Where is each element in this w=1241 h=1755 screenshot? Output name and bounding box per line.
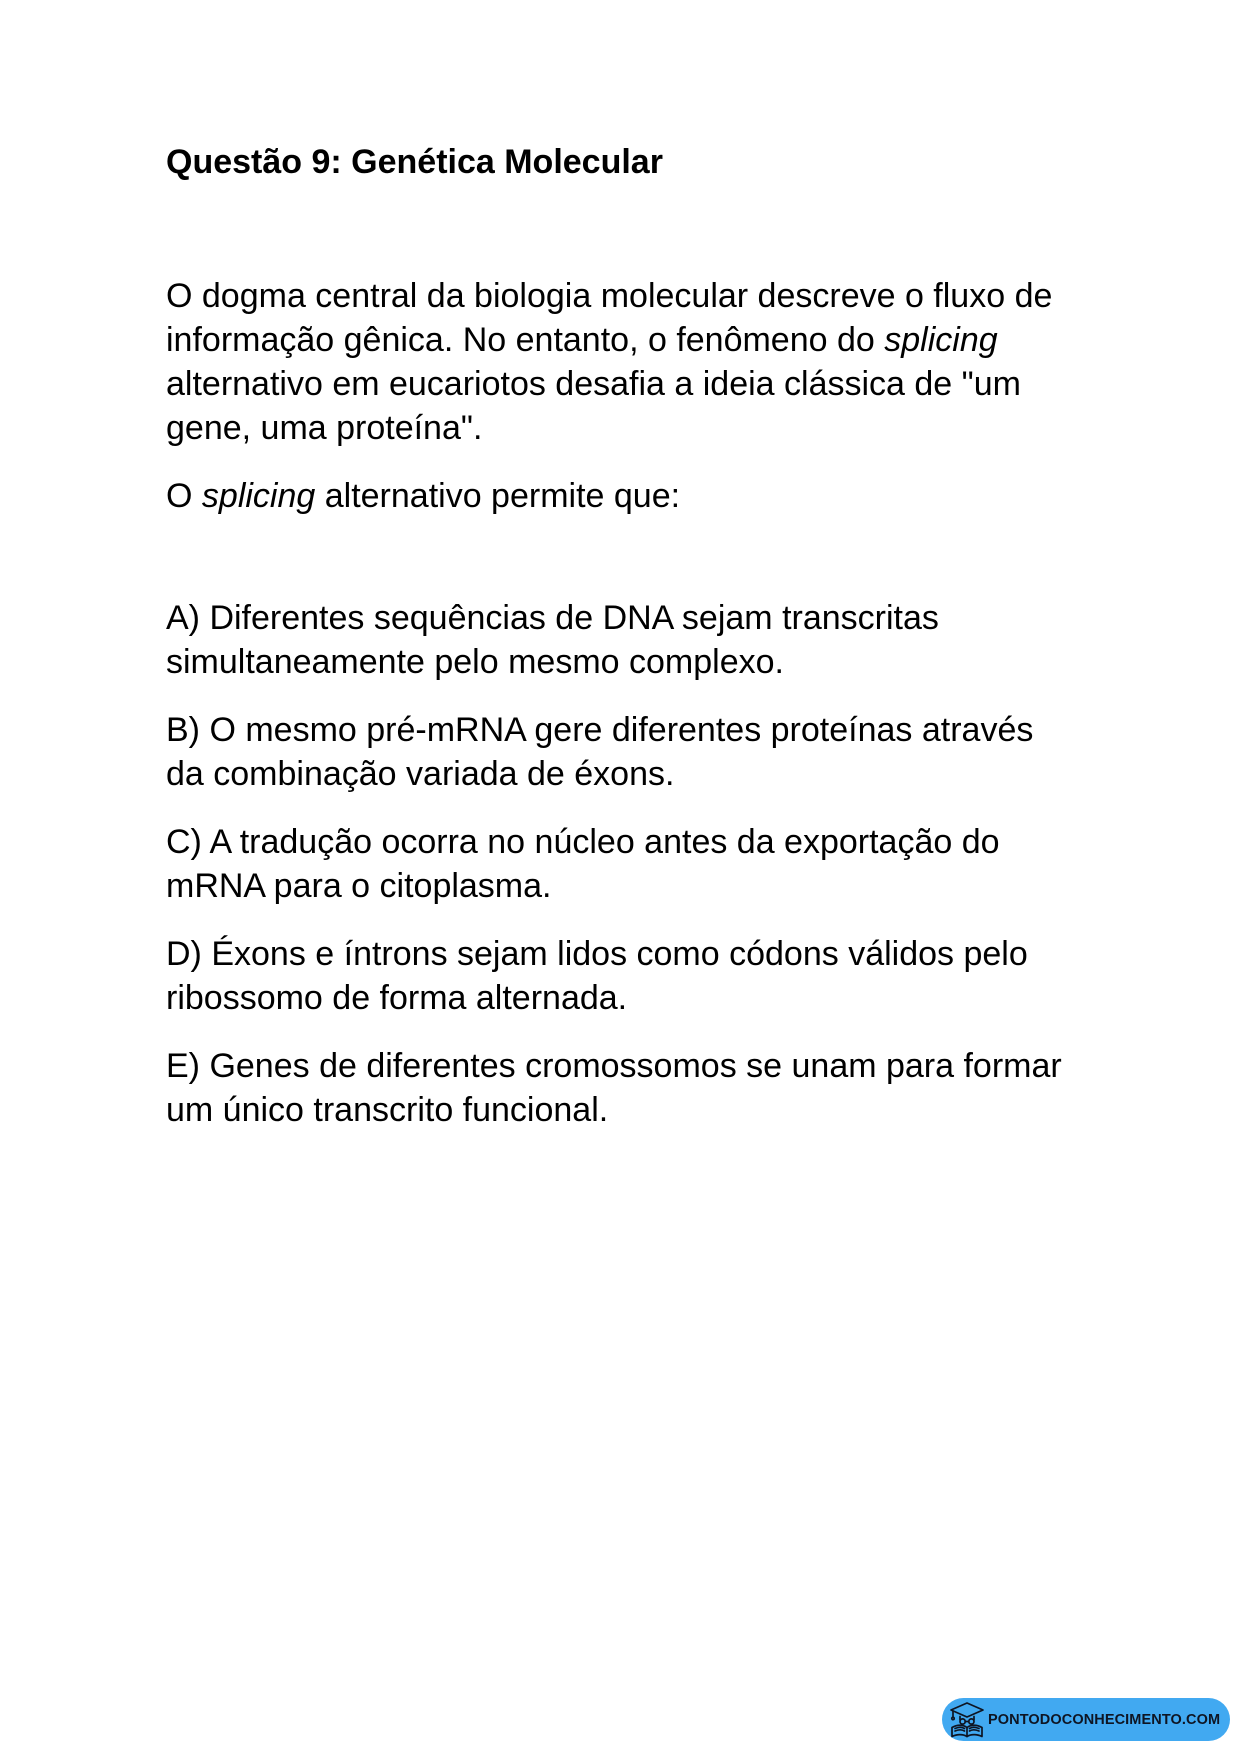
intro-text: O dogma central da biologia molecular descreve o fluxo de informação gênica. No entanto, o fenômeno do <box>166 277 1053 359</box>
question-title: Questão 9: Genética Molecular <box>166 143 663 181</box>
option-c: C) A tradução ocorra no núcleo antes da exportação do mRNA para o citoplasma. <box>166 823 1000 905</box>
site-badge-label: PONTODOCONHECIMENTO.COM <box>988 1711 1221 1728</box>
site-badge[interactable] <box>942 1698 1230 1741</box>
intro-text-cont: alternativo em eucariotos desafia a ideia clássica de "um gene, uma proteína". <box>166 365 1021 447</box>
option-a: A) Diferentes sequências de DNA sejam transcritas simultaneamente pelo mesmo complexo. <box>166 599 939 681</box>
question-intro <box>166 274 1072 450</box>
mortarboard-shape <box>951 1703 983 1717</box>
tassel-knot <box>952 1717 954 1719</box>
options-list <box>166 596 1072 1132</box>
question-prompt <box>166 474 1072 518</box>
prompt-text: O <box>166 477 202 515</box>
prompt-text-cont: alternativo permite que: <box>315 477 681 515</box>
option-b: B) O mesmo pré-mRNA gere diferentes proteínas através da combinação variada de éxons. <box>166 711 1034 793</box>
option-e: E) Genes de diferentes cromossomos se unam para formar um único transcrito funcional. <box>166 1047 1062 1129</box>
option-d: D) Éxons e íntrons sejam lidos como códons válidos pelo ribossomo de forma alternada. <box>166 935 1028 1017</box>
graduate-reading-book-icon <box>949 1701 985 1739</box>
intro-italic-term: splicing <box>884 321 998 359</box>
prompt-italic-term: splicing <box>201 477 316 515</box>
